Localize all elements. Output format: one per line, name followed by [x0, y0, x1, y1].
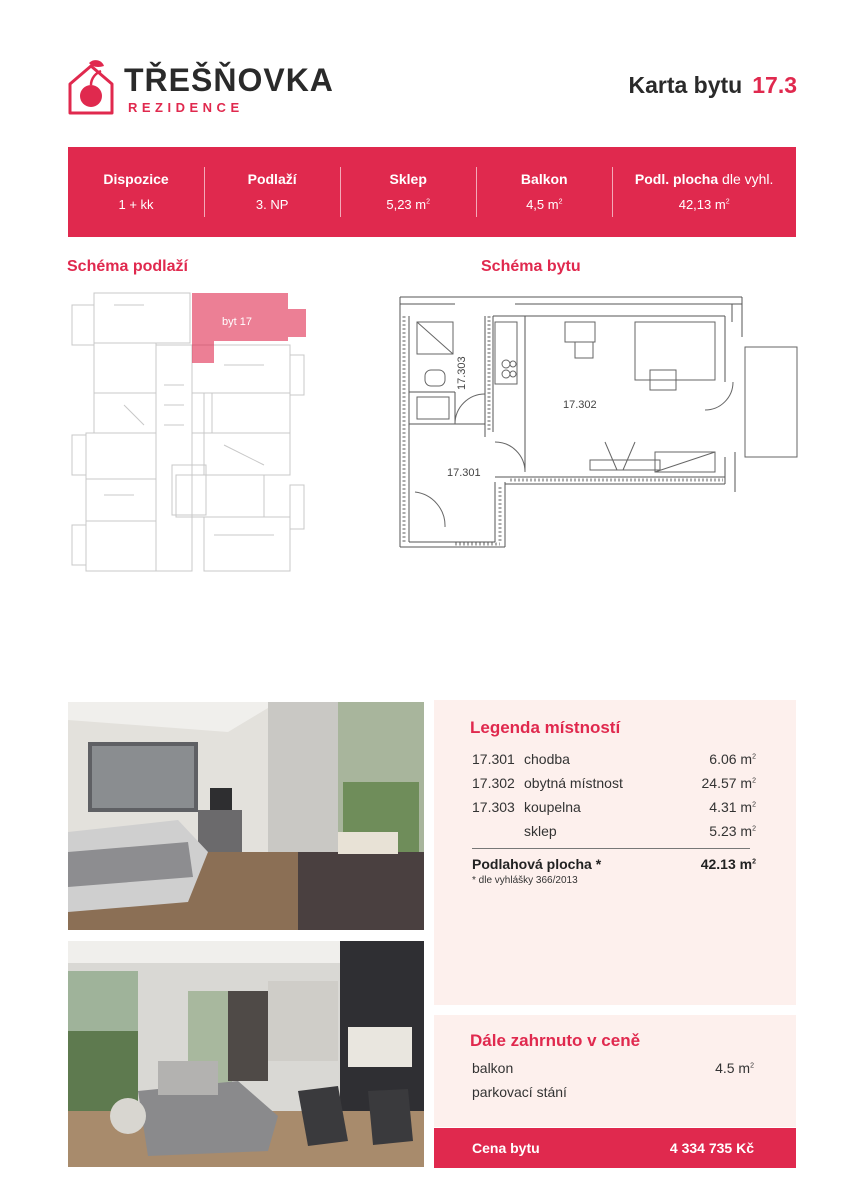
room-label-17302: 17.302: [563, 399, 597, 411]
info-value: 3. NP: [255, 197, 289, 212]
info-label: Sklep: [389, 171, 427, 187]
info-value: 42,13 $m^2$: [678, 197, 730, 212]
apartment-number: 17.3: [752, 72, 797, 98]
included-title: Dále zahrnuto v ceně: [470, 1031, 641, 1050]
highlighted-apartment: [192, 293, 306, 363]
info-label: Podl. plocha dle vyhl.: [634, 171, 774, 187]
info-dispozice: [68, 163, 204, 221]
apartment-plan-diagram: [395, 292, 805, 554]
legend-total: Podlahová plocha * 42.13 $m^2$: [472, 856, 756, 872]
info-value: 4,5 $m^2$: [526, 197, 563, 212]
legend-footnote: * dle vyhlášky 366/2013: [472, 875, 578, 886]
interior-photo-living: [68, 941, 424, 1167]
legend-divider: [472, 848, 750, 849]
room-label-17301: 17.301: [447, 467, 481, 479]
included-panel: [434, 1015, 796, 1127]
price-bar: [434, 1128, 796, 1168]
brand-name: TŘEŠŇOVKA: [124, 62, 334, 98]
info-sklep: [340, 163, 476, 221]
highlight-label: byt 17: [222, 316, 252, 328]
room-legend-panel: Legenda místností 17.301 chodba 6.06 $m^2$ 17.302 obytná místnost 24.57 $m^2$ 17.303 koupelna 4.31 $m^2$ sklep 5.23 $m^2$ Podlahová plocha * 42.13 $m^2$ * dle vyhlášky 366/2013: [434, 700, 796, 1005]
brand-subtitle: REZIDENCE: [128, 100, 244, 115]
interior-photo-bedroom: [68, 702, 424, 930]
info-balkon: [476, 163, 612, 221]
included-row: balkon 4.5 $m^2$: [472, 1060, 754, 1076]
title-label: Karta bytu: [628, 72, 743, 98]
apartment-scheme-title: Schéma bytu: [481, 258, 581, 275]
room-label-17303: 17.303: [456, 356, 468, 390]
brand-logo: [66, 58, 334, 120]
legend-title: Legenda místností: [470, 718, 621, 737]
page-title: [628, 72, 797, 99]
price-value: 4 334 735 Kč: [669, 1140, 754, 1156]
cherry-house-icon: [66, 58, 116, 116]
info-value: 5,23 $m^2$: [386, 197, 431, 212]
info-label: Podlaží: [247, 171, 297, 187]
info-bar: [68, 147, 796, 237]
floor-scheme-title: Schéma podlaží: [67, 258, 188, 275]
info-plocha: [612, 163, 796, 221]
info-value: 1 + kk: [118, 197, 154, 212]
included-row: parkovací stání: [472, 1084, 567, 1100]
price-label: Cena bytu: [472, 1140, 540, 1156]
info-label: Dispozice: [103, 171, 169, 187]
floor-plan-diagram: [64, 285, 314, 585]
info-podlazi: [204, 163, 340, 221]
info-label: Balkon: [520, 171, 568, 187]
